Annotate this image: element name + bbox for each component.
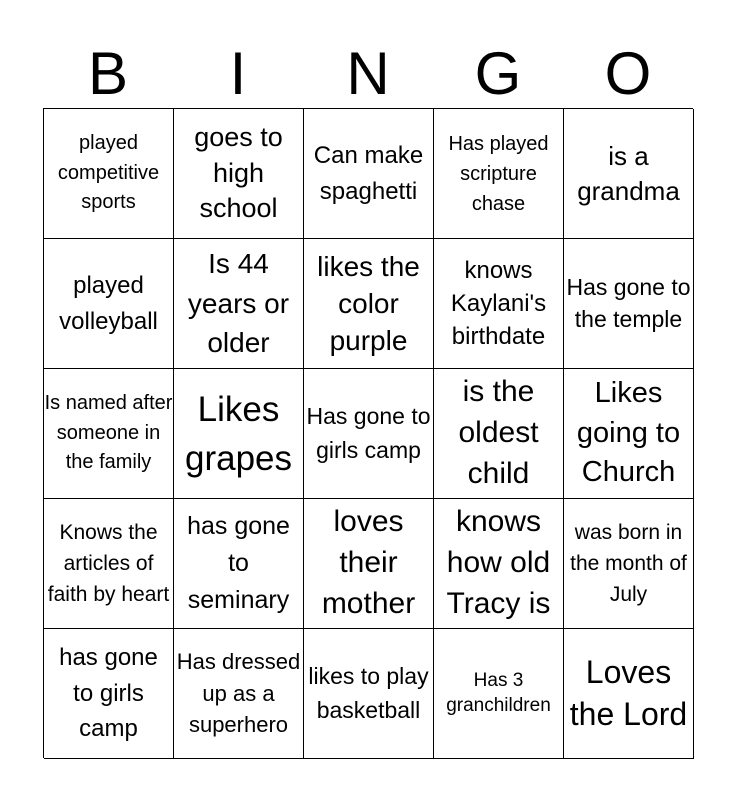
bingo-square[interactable]: likes the color purple [304, 239, 434, 369]
bingo-square[interactable]: is the oldest child [434, 369, 564, 499]
bingo-square[interactable]: played competitive sports [44, 109, 174, 239]
bingo-square[interactable]: goes to high school [174, 109, 304, 239]
bingo-card [43, 108, 693, 758]
bingo-square[interactable]: is a grandma [564, 109, 694, 239]
bingo-square[interactable]: Has gone to girls camp [304, 369, 434, 499]
bingo-square[interactable]: loves their mother [304, 499, 434, 629]
bingo-square[interactable]: knows how old Tracy is [434, 499, 564, 629]
bingo-square[interactable]: has gone to girls camp [44, 629, 174, 759]
header-letter-n: N [346, 40, 390, 107]
bingo-square[interactable]: Is 44 years or older [174, 239, 304, 369]
header-letter-i: I [229, 40, 247, 107]
bingo-square[interactable]: has gone to seminary [174, 499, 304, 629]
header-letter-b: B [87, 40, 129, 107]
header-letter-g: G [474, 40, 522, 107]
bingo-square[interactable]: Can make spaghetti [304, 109, 434, 239]
bingo-square[interactable]: was born in the month of July [564, 499, 694, 629]
bingo-square[interactable]: knows Kaylani's birthdate [434, 239, 564, 369]
bingo-square[interactable]: Knows the articles of faith by heart [44, 499, 174, 629]
bingo-header [43, 40, 693, 108]
header-letter-o: O [604, 40, 652, 107]
bingo-square[interactable]: Has played scripture chase [434, 109, 564, 239]
bingo-square[interactable]: Loves the Lord [564, 629, 694, 759]
bingo-square[interactable]: Has gone to the temple [564, 239, 694, 369]
bingo-square[interactable]: likes to play basketball [304, 629, 434, 759]
bingo-square[interactable]: played volleyball [44, 239, 174, 369]
bingo-square[interactable]: Likes grapes [174, 369, 304, 499]
bingo-square[interactable]: Likes going to Church [564, 369, 694, 499]
bingo-square[interactable]: Is named after someone in the family [44, 369, 174, 499]
bingo-square[interactable]: Has dressed up as a superhero [174, 629, 304, 759]
bingo-square[interactable]: Has 3 granchildren [434, 629, 564, 759]
